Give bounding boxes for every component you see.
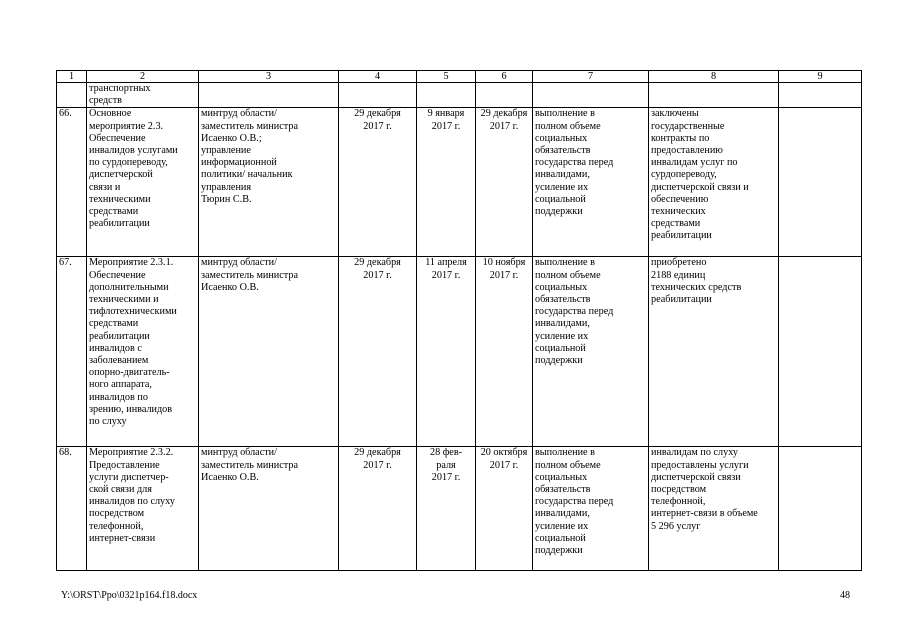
cell-empty xyxy=(779,83,862,108)
cell-result: выполнение в полном объеме социальных обязательств государства перед инвалидами, усиление их социальной поддержки xyxy=(533,447,649,571)
cell-name: Мероприятие 2.3.1. Обеспечение дополнительными техническими и тифлотехническими средствами реабилитации инвалидов с заболеванием опорно-двигатель- ного аппарата, инвалидов по зрению, инвалидов по слуху xyxy=(87,257,199,447)
cell-date: 29 декабря 2017 г. xyxy=(339,447,417,571)
column-header: 3 xyxy=(199,71,339,83)
cell-empty xyxy=(57,83,87,108)
cell-date: 28 фев- раля 2017 г. xyxy=(417,447,476,571)
column-header: 9 xyxy=(779,71,862,83)
cell-date: 29 декабря 2017 г. xyxy=(339,257,417,447)
column-header: 7 xyxy=(533,71,649,83)
cell-date: 11 апреля 2017 г. xyxy=(417,257,476,447)
cell-empty xyxy=(417,83,476,108)
cell-name: транспортных средств xyxy=(87,83,199,108)
table-row xyxy=(57,257,862,447)
table-row xyxy=(57,108,862,257)
cell-name: Основное мероприятие 2.3. Обеспечение инвалидов услугами по сурдопереводу, диспетчерской связи и техническими средствами реабилитации xyxy=(87,108,199,257)
cell-date: 9 января 2017 г. xyxy=(417,108,476,257)
column-header: 2 xyxy=(87,71,199,83)
cell-date: 29 декабря 2017 г. xyxy=(339,108,417,257)
cell-note xyxy=(779,447,862,571)
header-row xyxy=(57,71,862,83)
table-row xyxy=(57,447,862,571)
cell-empty xyxy=(649,83,779,108)
column-header: 4 xyxy=(339,71,417,83)
row-number: 68. xyxy=(57,447,87,571)
cell-executor: минтруд области/ заместитель министра Исаенко О.В. xyxy=(199,447,339,571)
cell-empty xyxy=(533,83,649,108)
cell-empty xyxy=(339,83,417,108)
column-header: 6 xyxy=(476,71,533,83)
column-header: 1 xyxy=(57,71,87,83)
column-header: 8 xyxy=(649,71,779,83)
cell-result: выполнение в полном объеме социальных обязательств государства перед инвалидами, усиление их социальной поддержки xyxy=(533,257,649,447)
cell-date: 29 декабря 2017 г. xyxy=(476,108,533,257)
column-header: 5 xyxy=(417,71,476,83)
cell-date: 20 октября 2017 г. xyxy=(476,447,533,571)
cell-name: Мероприятие 2.3.2. Предоставление услуги диспетчер- ской связи для инвалидов по слуху посредством телефонной, интернет-связи xyxy=(87,447,199,571)
cell-outcome: заключены государственные контракты по предоставлению инвалидам услуг по сурдопереводу, диспетчерской связи и обеспечению технических средствами реабилитации xyxy=(649,108,779,257)
row-number: 67. xyxy=(57,257,87,447)
cell-executor: минтруд области/ заместитель министра Исаенко О.В. xyxy=(199,257,339,447)
cell-result: выполнение в полном объеме социальных обязательств государства перед инвалидами, усиление их социальной поддержки xyxy=(533,108,649,257)
page-number: 48 xyxy=(840,590,850,601)
cell-note xyxy=(779,108,862,257)
cell-outcome: инвалидам по слуху предоставлены услуги диспетчерской связи посредством телефонной, интернет-связи в объеме 5 296 услуг xyxy=(649,447,779,571)
cell-executor: минтруд области/ заместитель министра Исаенко О.В.; управление информационной политики/ начальник управления Тюрин С.В. xyxy=(199,108,339,257)
file-path: Y:\ORST\Ppo\0321p164.f18.docx xyxy=(61,590,198,601)
cell-date: 10 ноября 2017 г. xyxy=(476,257,533,447)
cell-outcome: приобретено 2188 единиц технических средств реабилитации xyxy=(649,257,779,447)
cell-note xyxy=(779,257,862,447)
cell-empty xyxy=(476,83,533,108)
row-number: 66. xyxy=(57,108,87,257)
table-row-continuation xyxy=(57,83,862,108)
document-table xyxy=(56,70,862,571)
cell-empty xyxy=(199,83,339,108)
